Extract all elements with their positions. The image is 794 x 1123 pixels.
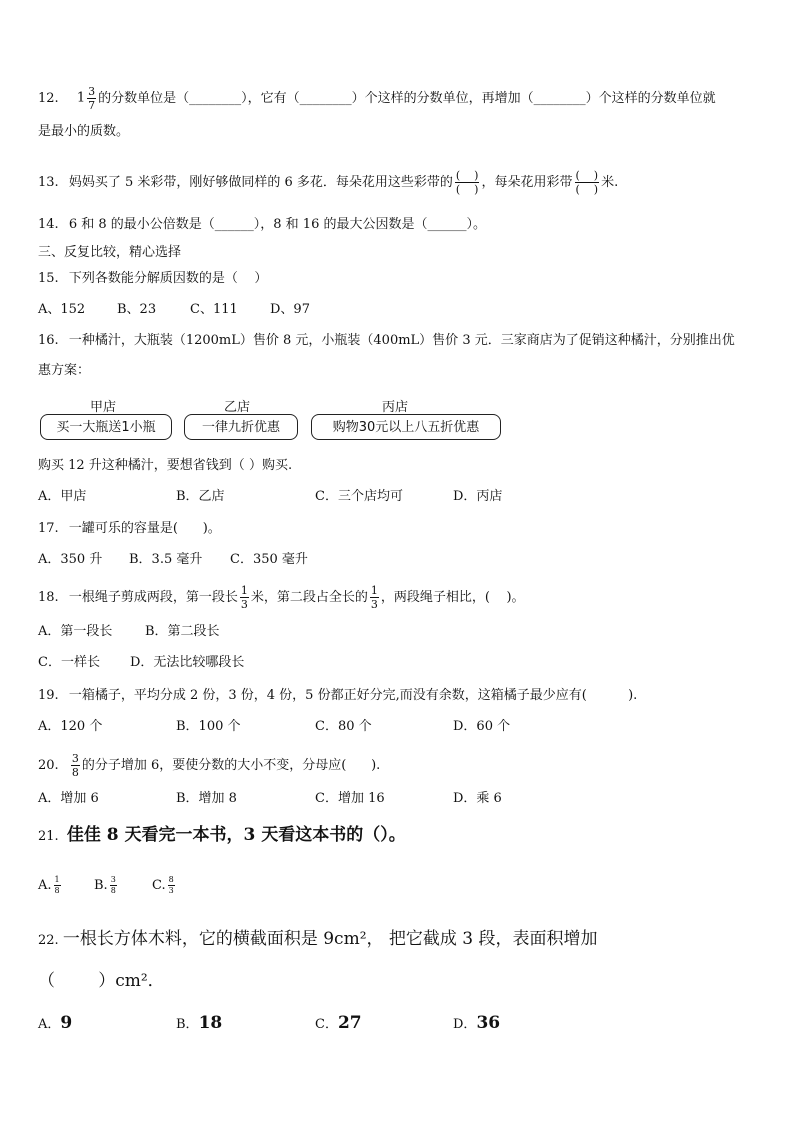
option-a[interactable]: A．第一段长	[38, 624, 113, 639]
question-22-continued	[38, 970, 165, 994]
option-b[interactable]: B、23	[117, 302, 157, 317]
store-offer-bing: 购物30元以上八五折优惠	[311, 414, 501, 440]
question-20	[38, 753, 380, 778]
option-a[interactable]: A. $\frac{1}{8}$	[38, 875, 60, 895]
fraction-3-8: $\frac{3}{8}$	[110, 875, 116, 895]
option-c[interactable]: C. $\frac{8}{3}$	[152, 875, 174, 895]
question-number: 15.	[38, 271, 59, 286]
question-number: 20.	[38, 758, 59, 773]
store-label-jia: 甲店	[90, 400, 117, 415]
question-text: 一种橘汁，大瓶装（1200mL）售价 8 元，小瓶装（400mL）售价 3 元．三家商店为了促销这种橘汁，分别推出优	[68, 333, 735, 348]
question-number: 16.	[38, 333, 59, 348]
question-12-continued	[38, 124, 129, 140]
option-b[interactable]: B．增加 8	[176, 791, 237, 806]
option-c[interactable]: C．增加 16	[315, 791, 385, 806]
fraction-3-8: $\frac{3}{8}$	[71, 752, 79, 779]
option-b[interactable]: B．乙店	[176, 489, 225, 504]
question-text: 一根长方体木料，它的横截面积是 9cm²， 把它截成 3 段，表面积增加	[62, 929, 598, 949]
question-21	[38, 824, 406, 848]
option-d[interactable]: D．36	[453, 1013, 501, 1033]
option-c[interactable]: C、111	[190, 302, 238, 317]
option-b[interactable]: B．第二段长	[145, 624, 220, 639]
option-b[interactable]: B．3.5 毫升	[129, 552, 203, 567]
store-label-bing: 丙店	[382, 400, 409, 415]
option-d[interactable]: D．60 个	[453, 719, 511, 734]
option-b[interactable]: B. $\frac{3}{8}$	[94, 875, 116, 895]
fraction-3-7: $\frac{3}{7}$	[88, 85, 96, 112]
store-offer-yi: 一律九折优惠	[184, 414, 298, 440]
question-text: 6 和 8 的最小公倍数是（______），8 和 16 的最大公因数是（______）。	[68, 217, 486, 232]
blank-fraction-2[interactable]: $\frac{( )}{( )}$	[575, 169, 599, 196]
question-text: 下列各数能分解质因数的是（ ）	[68, 271, 268, 286]
question-text: 的分子增加 6，要使分数的大小不变，分母应( ).	[81, 758, 381, 773]
question-text: 的分数单位是（________），它有（________）个这样的分数单位，再增加（________）个这样的分数单位就	[98, 91, 716, 106]
question-text: ，每朵花用彩带	[481, 175, 573, 190]
option-c[interactable]: C．三个店均可	[315, 489, 403, 504]
option-d[interactable]: D．丙店	[453, 489, 503, 504]
option-c[interactable]: C．350 毫升	[230, 552, 308, 567]
section-title: 三、反复比较，精心选择	[38, 245, 182, 260]
option-c[interactable]: C．一样长	[38, 655, 100, 670]
question-number: 22.	[38, 933, 59, 948]
option-c[interactable]: C．80 个	[315, 719, 372, 734]
store-label-yi: 乙店	[224, 400, 251, 415]
question-18	[38, 585, 525, 610]
option-d[interactable]: D、97	[270, 302, 310, 317]
question-15	[38, 271, 267, 287]
question-number: 13.	[38, 175, 59, 190]
question-text: 一箱橘子，平均分成 2 份，3 份，4 份，5 份都正好分完,而没有余数，这箱橘子最少应有( ).	[68, 688, 638, 703]
question-text: 米，第二段占全长的	[250, 590, 368, 605]
question-text: ，两段绳子相比，( )。	[380, 590, 525, 605]
store-offer-jia: 买一大瓶送1小瓶	[40, 414, 172, 440]
mixed-number-whole: 1	[76, 90, 86, 106]
option-a[interactable]: A．350 升	[38, 552, 103, 567]
question-17	[38, 521, 221, 537]
fraction-1-3: $\frac{1}{3}$	[370, 584, 378, 611]
question-text: 佳佳 8 天看完一本书，3 天看这本书的（）。	[66, 825, 406, 845]
question-number: 18.	[38, 590, 59, 605]
question-22	[38, 928, 598, 952]
question-text: 一根绳子剪成两段，第一段长	[68, 590, 238, 605]
question-14	[38, 217, 486, 233]
question-number: 14.	[38, 217, 59, 232]
question-12	[38, 86, 716, 111]
question-13	[38, 170, 618, 195]
question-16	[38, 333, 735, 349]
question-text: 米.	[601, 175, 619, 190]
question-16-prompt: 购买 12 升这种橘汁，要想省钱到（ ）购买.	[38, 458, 293, 473]
option-c[interactable]: C．27	[315, 1013, 362, 1033]
option-d[interactable]: D．无法比较哪段长	[130, 655, 245, 670]
option-a[interactable]: A．甲店	[38, 489, 87, 504]
question-16-continued: 惠方案：	[38, 363, 91, 378]
option-b[interactable]: B．100 个	[176, 719, 241, 734]
question-number: 21.	[38, 829, 59, 844]
question-number: 19.	[38, 688, 59, 703]
question-19	[38, 688, 637, 704]
fraction-8-3: $\frac{8}{3}$	[168, 875, 174, 895]
option-a[interactable]: A．增加 6	[38, 791, 99, 806]
option-a[interactable]: A．120 个	[38, 719, 103, 734]
option-a[interactable]: A、152	[38, 302, 86, 317]
option-d[interactable]: D．乘 6	[453, 791, 502, 806]
option-b[interactable]: B．18	[176, 1013, 223, 1033]
fraction-1-3: $\frac{1}{3}$	[240, 584, 248, 611]
option-a[interactable]: A．9	[38, 1013, 73, 1033]
question-text: （ ）cm²．	[38, 971, 165, 991]
question-text: 一罐可乐的容量是( )。	[68, 521, 221, 536]
blank-fraction-1[interactable]: $\frac{( )}{( )}$	[455, 169, 479, 196]
question-number: 12.	[38, 91, 59, 106]
question-text: 是最小的质数。	[38, 124, 130, 139]
question-number: 17.	[38, 521, 59, 536]
fraction-1-8: $\frac{1}{8}$	[54, 875, 60, 895]
question-text: 妈妈买了 5 米彩带，刚好够做同样的 6 多花．每朵花用这些彩带的	[68, 175, 453, 190]
